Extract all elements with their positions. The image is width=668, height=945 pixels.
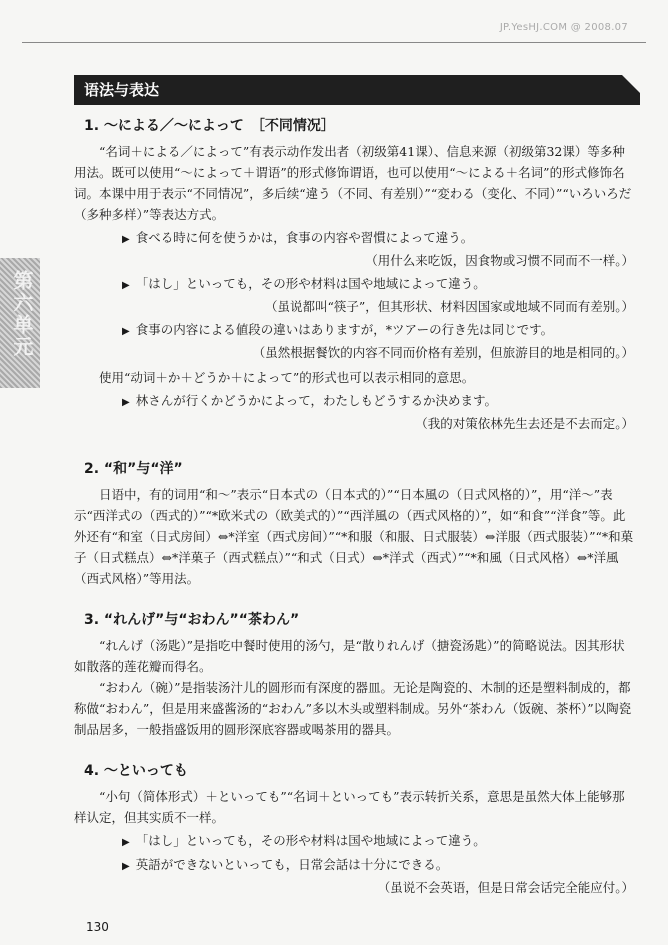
unit-side-tab-label: 第六单元 — [10, 270, 34, 358]
example-translation: （我的对策依林先生去还是不去而定。） — [415, 416, 634, 431]
triangle-bullet-icon: ▶ — [122, 326, 130, 337]
section-4-paragraph: “小句（简体形式）＋といっても”“名词＋といっても”表示转折关系，意思是虽然大体上能够那样认定，但其实质不一样。 — [74, 789, 625, 825]
section-3-paragraph-1: “れんげ（汤匙）”是指吃中餐时使用的汤勺，是“散りれんげ（搪瓷汤匙）”的简略说法。因其形状如散落的莲花瓣而得名。 — [74, 638, 625, 674]
example-sentence: ▶ 食べる時に何を使うかは，食事の内容や習慣によって違う。 — [122, 230, 474, 245]
top-rule — [22, 42, 646, 43]
example-sentence: ▶ 英語ができないといっても，日常会話は十分にできる。 — [122, 857, 449, 872]
watermark: JP.YesHJ.COM @ 2008.07 — [499, 22, 628, 33]
page-fold-corner — [622, 75, 640, 93]
section-2-paragraph: 日语中，有的词用“和～”表示“日本式の（日本式的）”“日本風の（日式风格的）”，用“洋～”表示“西洋式の（西式的）”“*欧米式の（欧美式的）”“西洋風の（西式风格的）”，如“和食”“洋食”等。此外还有“和室（日式房间）⇔*洋室（西式房间）”“*和服（和服、日式服装）⇔洋服（西式服装）”“*和菓子（日式糕点）⇔*洋菓子（西式糕点）”“和式（日式）⇔*洋式（西式）”“*和風（日式风格）⇔*洋風（西式风格）”等用法。 — [74, 487, 634, 586]
section-1-paragraph: “名词＋による／によって”有表示动作发出者（初级第41课）、信息来源（初级第32课）等多种用法。既可以使用“～によって＋谓语”的形式修饰谓语，也可以使用“～による＋名词”的形式修饰名词。本课中用于表示“不同情况”，多后续“違う（不同、有差别）”“変わる（变化、不同）”“いろいろだ（多种多样）”等表达方式。 — [74, 144, 632, 222]
page-number: 130 — [86, 920, 109, 934]
triangle-bullet-icon: ▶ — [122, 837, 130, 848]
section-1-title: 1. ～による／～によって ［不同情况］ — [84, 118, 335, 134]
example-sentence: ▶ 「はし」といっても，その形や材料は国や地域によって違う。 — [122, 833, 486, 848]
section-header-title: 语法与表达 — [84, 81, 160, 99]
section-header — [74, 75, 640, 105]
triangle-bullet-icon: ▶ — [122, 397, 130, 408]
example-sentence: ▶ 食事の内容による値段の違いはありますが，*ツアーの行き先は同じです。 — [122, 322, 554, 337]
main-content — [74, 115, 634, 902]
unit-side-tab — [0, 258, 40, 388]
example-translation: （虽说不会英语，但是日常会话完全能应付。） — [377, 880, 634, 895]
triangle-bullet-icon: ▶ — [122, 234, 130, 245]
triangle-bullet-icon: ▶ — [122, 861, 130, 872]
example-sentence: ▶ 林さんが行くかどうかによって，わたしもどうするか決めます。 — [122, 393, 497, 408]
section-3-paragraph-2: “おわん（碗）”是指装汤汁儿的圆形而有深度的器皿。无论是陶瓷的、木制的还是塑料制成的，都称做“おわん”，但是用来盛酱汤的“おわん”多以木头或塑料制成。另外“茶わん（饭碗、茶杯）”以陶瓷制品居多，一般指盛饭用的圆形深底容器或喝茶用的器具。 — [74, 680, 632, 737]
example-sentence: ▶ 「はし」といっても，その形や材料は国や地域によって違う。 — [122, 276, 486, 291]
example-translation: （用什么来吃饭，因食物或习惯不同而不一样。） — [365, 253, 634, 268]
section-1-note: 使用“动词＋か＋どうか＋によって”的形式也可以表示相同的意思。 — [99, 370, 475, 385]
example-translation: （虽说都叫“筷子”，但其形状、材料因国家或地域不同而有差别。） — [264, 299, 634, 314]
example-translation: （虽然根据餐饮的内容不同而价格有差别，但旅游目的地是相同的。） — [252, 345, 634, 360]
section-2-title: 2. “和”与“洋” — [84, 461, 183, 477]
section-3-title: 3. “れんげ”与“おわん”“茶わん” — [84, 612, 300, 628]
triangle-bullet-icon: ▶ — [122, 280, 130, 291]
section-4-title: 4. ～といっても — [84, 763, 188, 779]
